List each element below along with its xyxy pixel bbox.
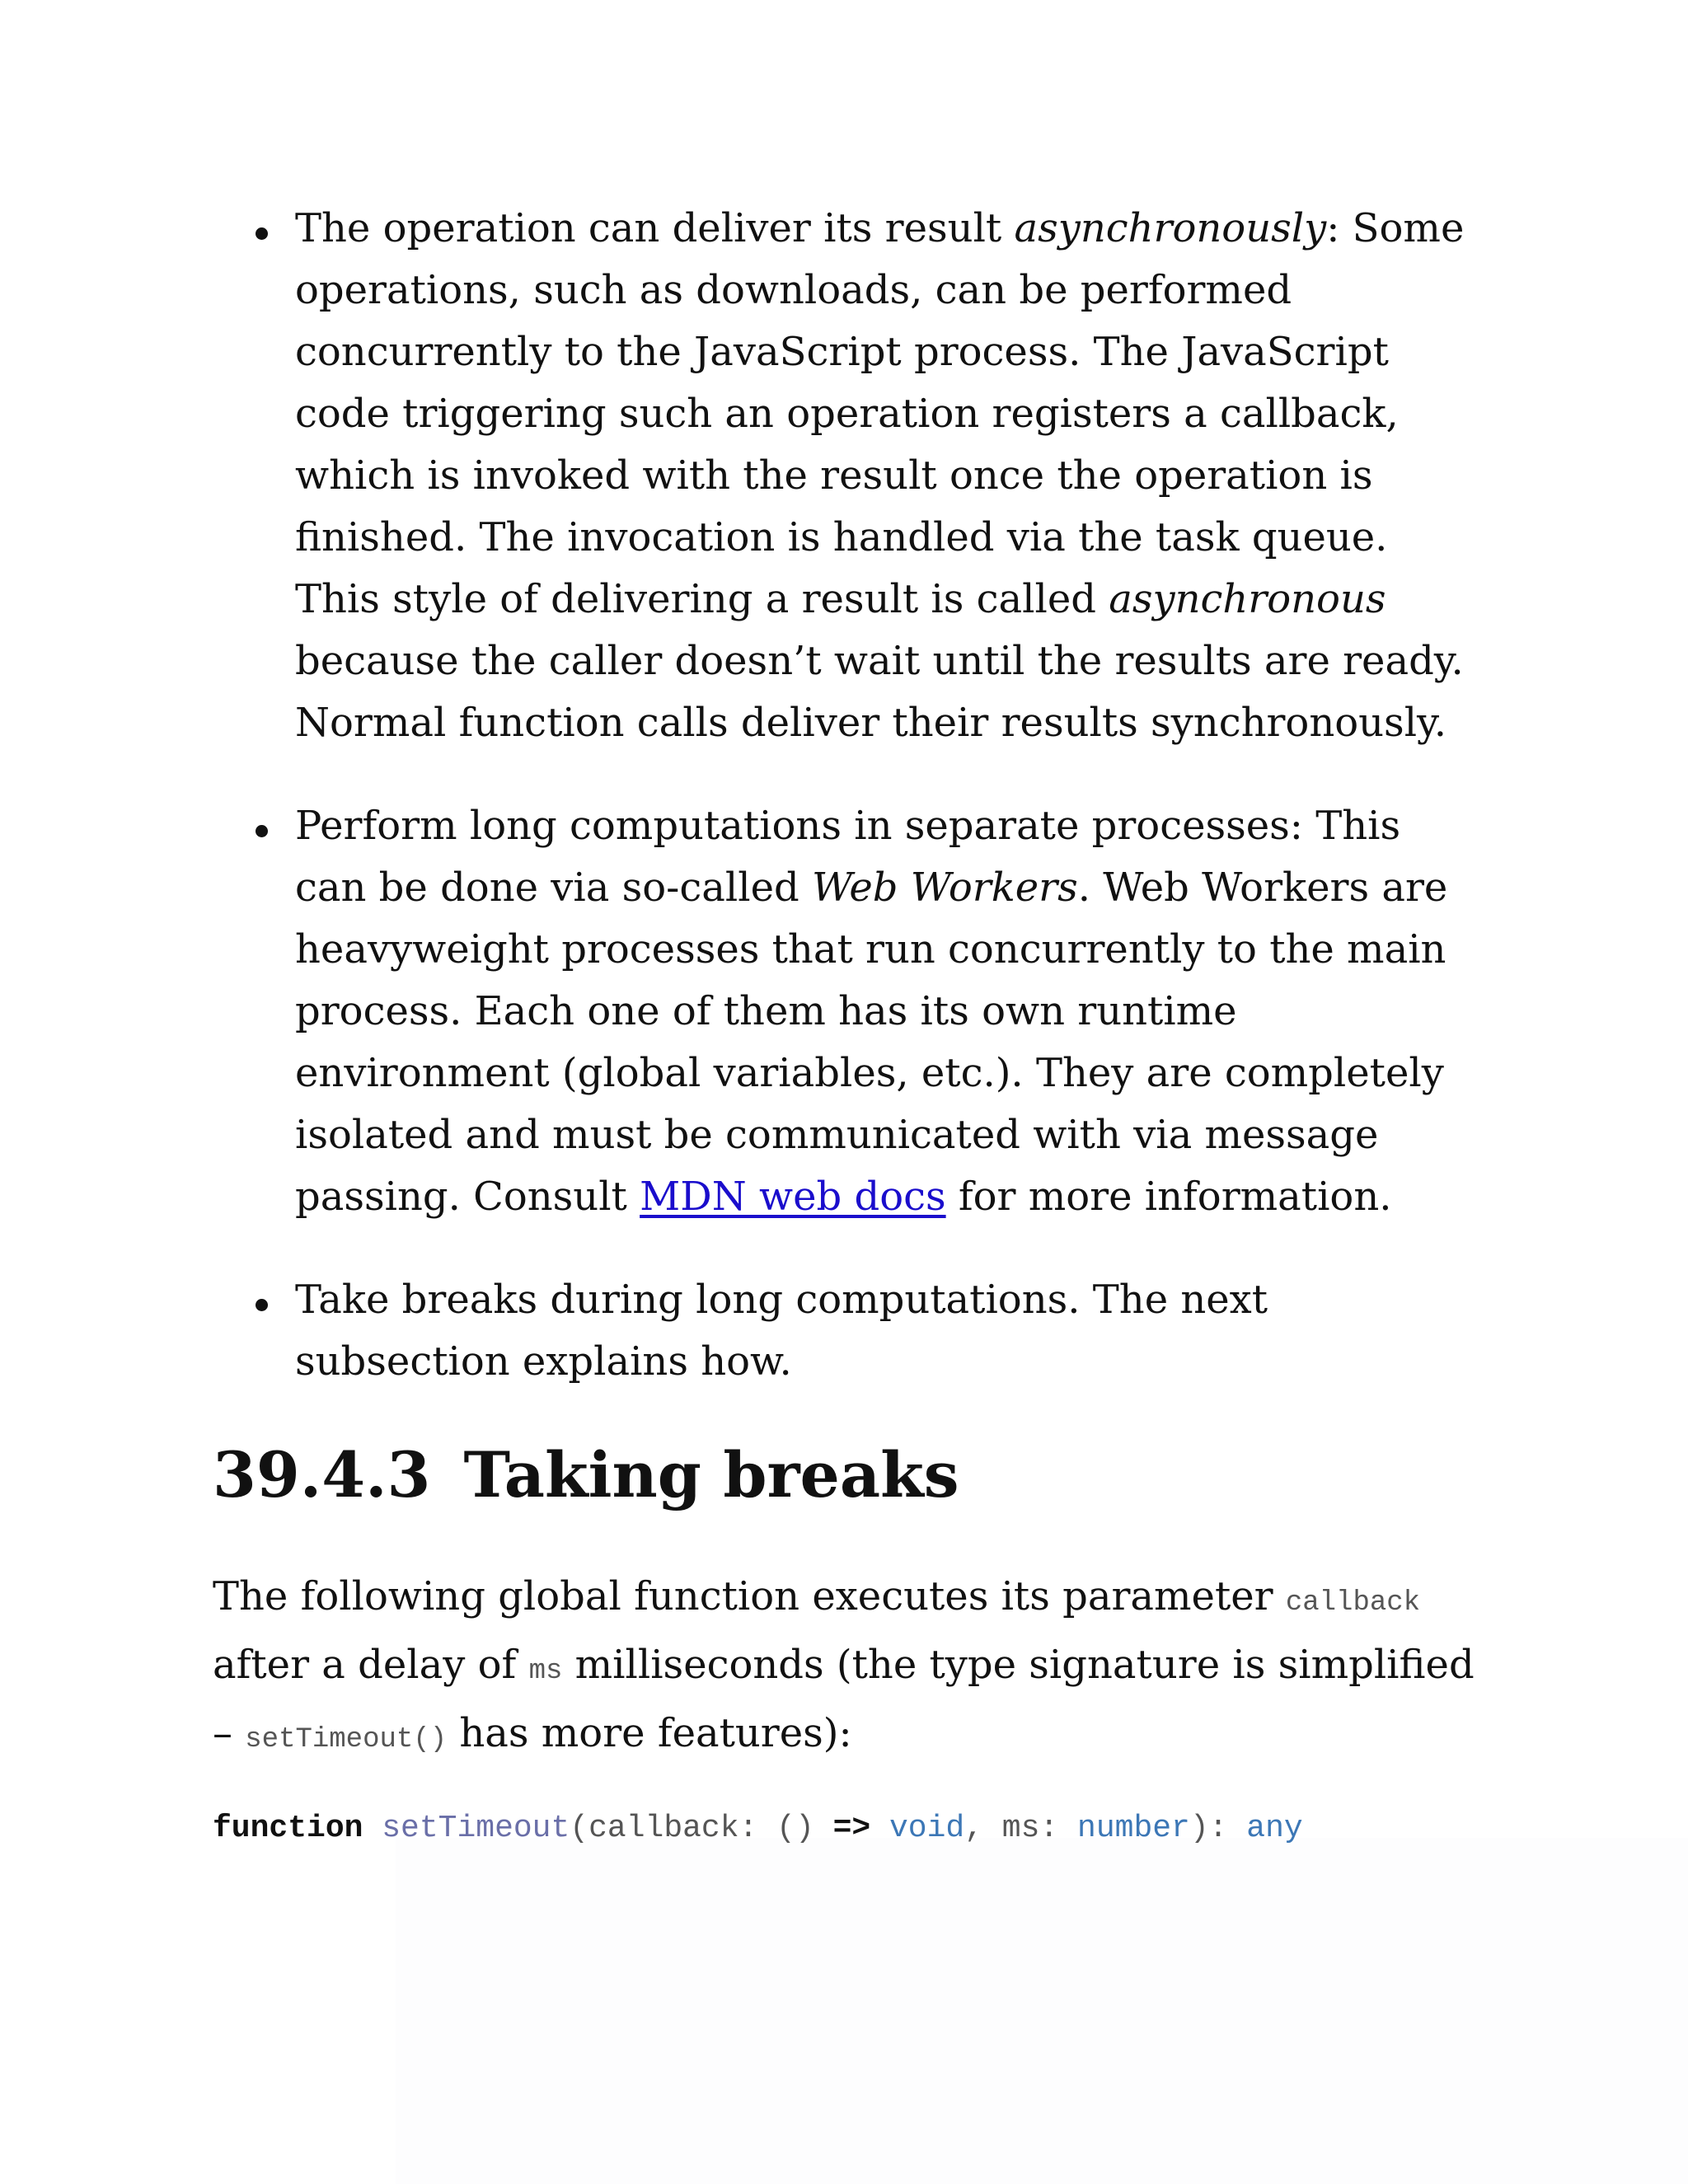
bullet-text: : Some operations, such as downloads, can be performed concurrently to the JavaScript process. The JavaScript code triggering such an operation registers a callback, which is invoked with the result once the operation is finished. The invocation is handled via the task queue. This style of delivering a result is called: [295, 205, 1465, 622]
inline-code-ms: ms: [528, 1656, 563, 1687]
code-keyword: function: [213, 1811, 363, 1846]
code-text: (callback: (): [570, 1811, 833, 1846]
bullet-text: Take breaks during long computations. The next subsection explains how.: [295, 1277, 1268, 1385]
emphasis-text: asynchronous: [1109, 576, 1386, 622]
list-item: [213, 1269, 1482, 1393]
section-title: Taking breaks: [463, 1438, 959, 1511]
list-item: [213, 198, 1482, 754]
bullet-text: Perform long computations in separate processes: This can be done via so-called: [295, 803, 1401, 911]
code-text: , ms:: [964, 1811, 1078, 1846]
code-type-void: void: [889, 1811, 965, 1846]
code-type-number: number: [1077, 1811, 1190, 1846]
inline-code-settimeout: setTimeout(): [245, 1724, 448, 1755]
section-number: 39.4.3: [213, 1438, 431, 1511]
bullet-list: [213, 198, 1482, 1393]
bullet-text: because the caller doesn’t wait until the results are ready. Normal function calls deliver their results synchronously.: [295, 638, 1464, 746]
page-content: [213, 198, 1482, 1854]
inline-code-callback: callback: [1285, 1587, 1421, 1619]
paragraph-text: after a delay of: [213, 1642, 529, 1688]
code-background: [396, 1838, 1688, 2184]
code-arrow: =>: [832, 1811, 871, 1846]
code-text: ):: [1189, 1811, 1247, 1846]
section-heading: [213, 1434, 1482, 1516]
bullet-icon: [256, 1299, 268, 1311]
emphasis-text: asynchronously: [1014, 205, 1327, 251]
code-function-name: setTimeout: [382, 1811, 570, 1846]
code-block: [213, 1804, 1482, 1854]
list-item: [213, 795, 1482, 1228]
bullet-icon: [256, 227, 268, 240]
paragraph-text: The following global function executes its parameter: [213, 1573, 1286, 1619]
bullet-text: The operation can deliver its result: [295, 205, 1015, 251]
paragraph-text: has more features):: [447, 1710, 852, 1756]
code-type-any: any: [1246, 1811, 1303, 1846]
bullet-text: for more information.: [945, 1174, 1392, 1220]
bullet-icon: [256, 825, 268, 837]
mdn-web-docs-link[interactable]: MDN web docs: [640, 1174, 946, 1220]
emphasis-text: Web Workers: [811, 865, 1078, 911]
code-space: [870, 1811, 889, 1846]
body-paragraph: [213, 1566, 1482, 1771]
bullet-text: . Web Workers are heavyweight processes that run concurrently to the main process. Each one of them has its own runtime environment (global variables, etc.). They are completely isolated and must be communicated with via message passing. Consult: [295, 865, 1448, 1220]
paragraph-text: milliseconds (the type signature is simplified –: [213, 1642, 1475, 1756]
